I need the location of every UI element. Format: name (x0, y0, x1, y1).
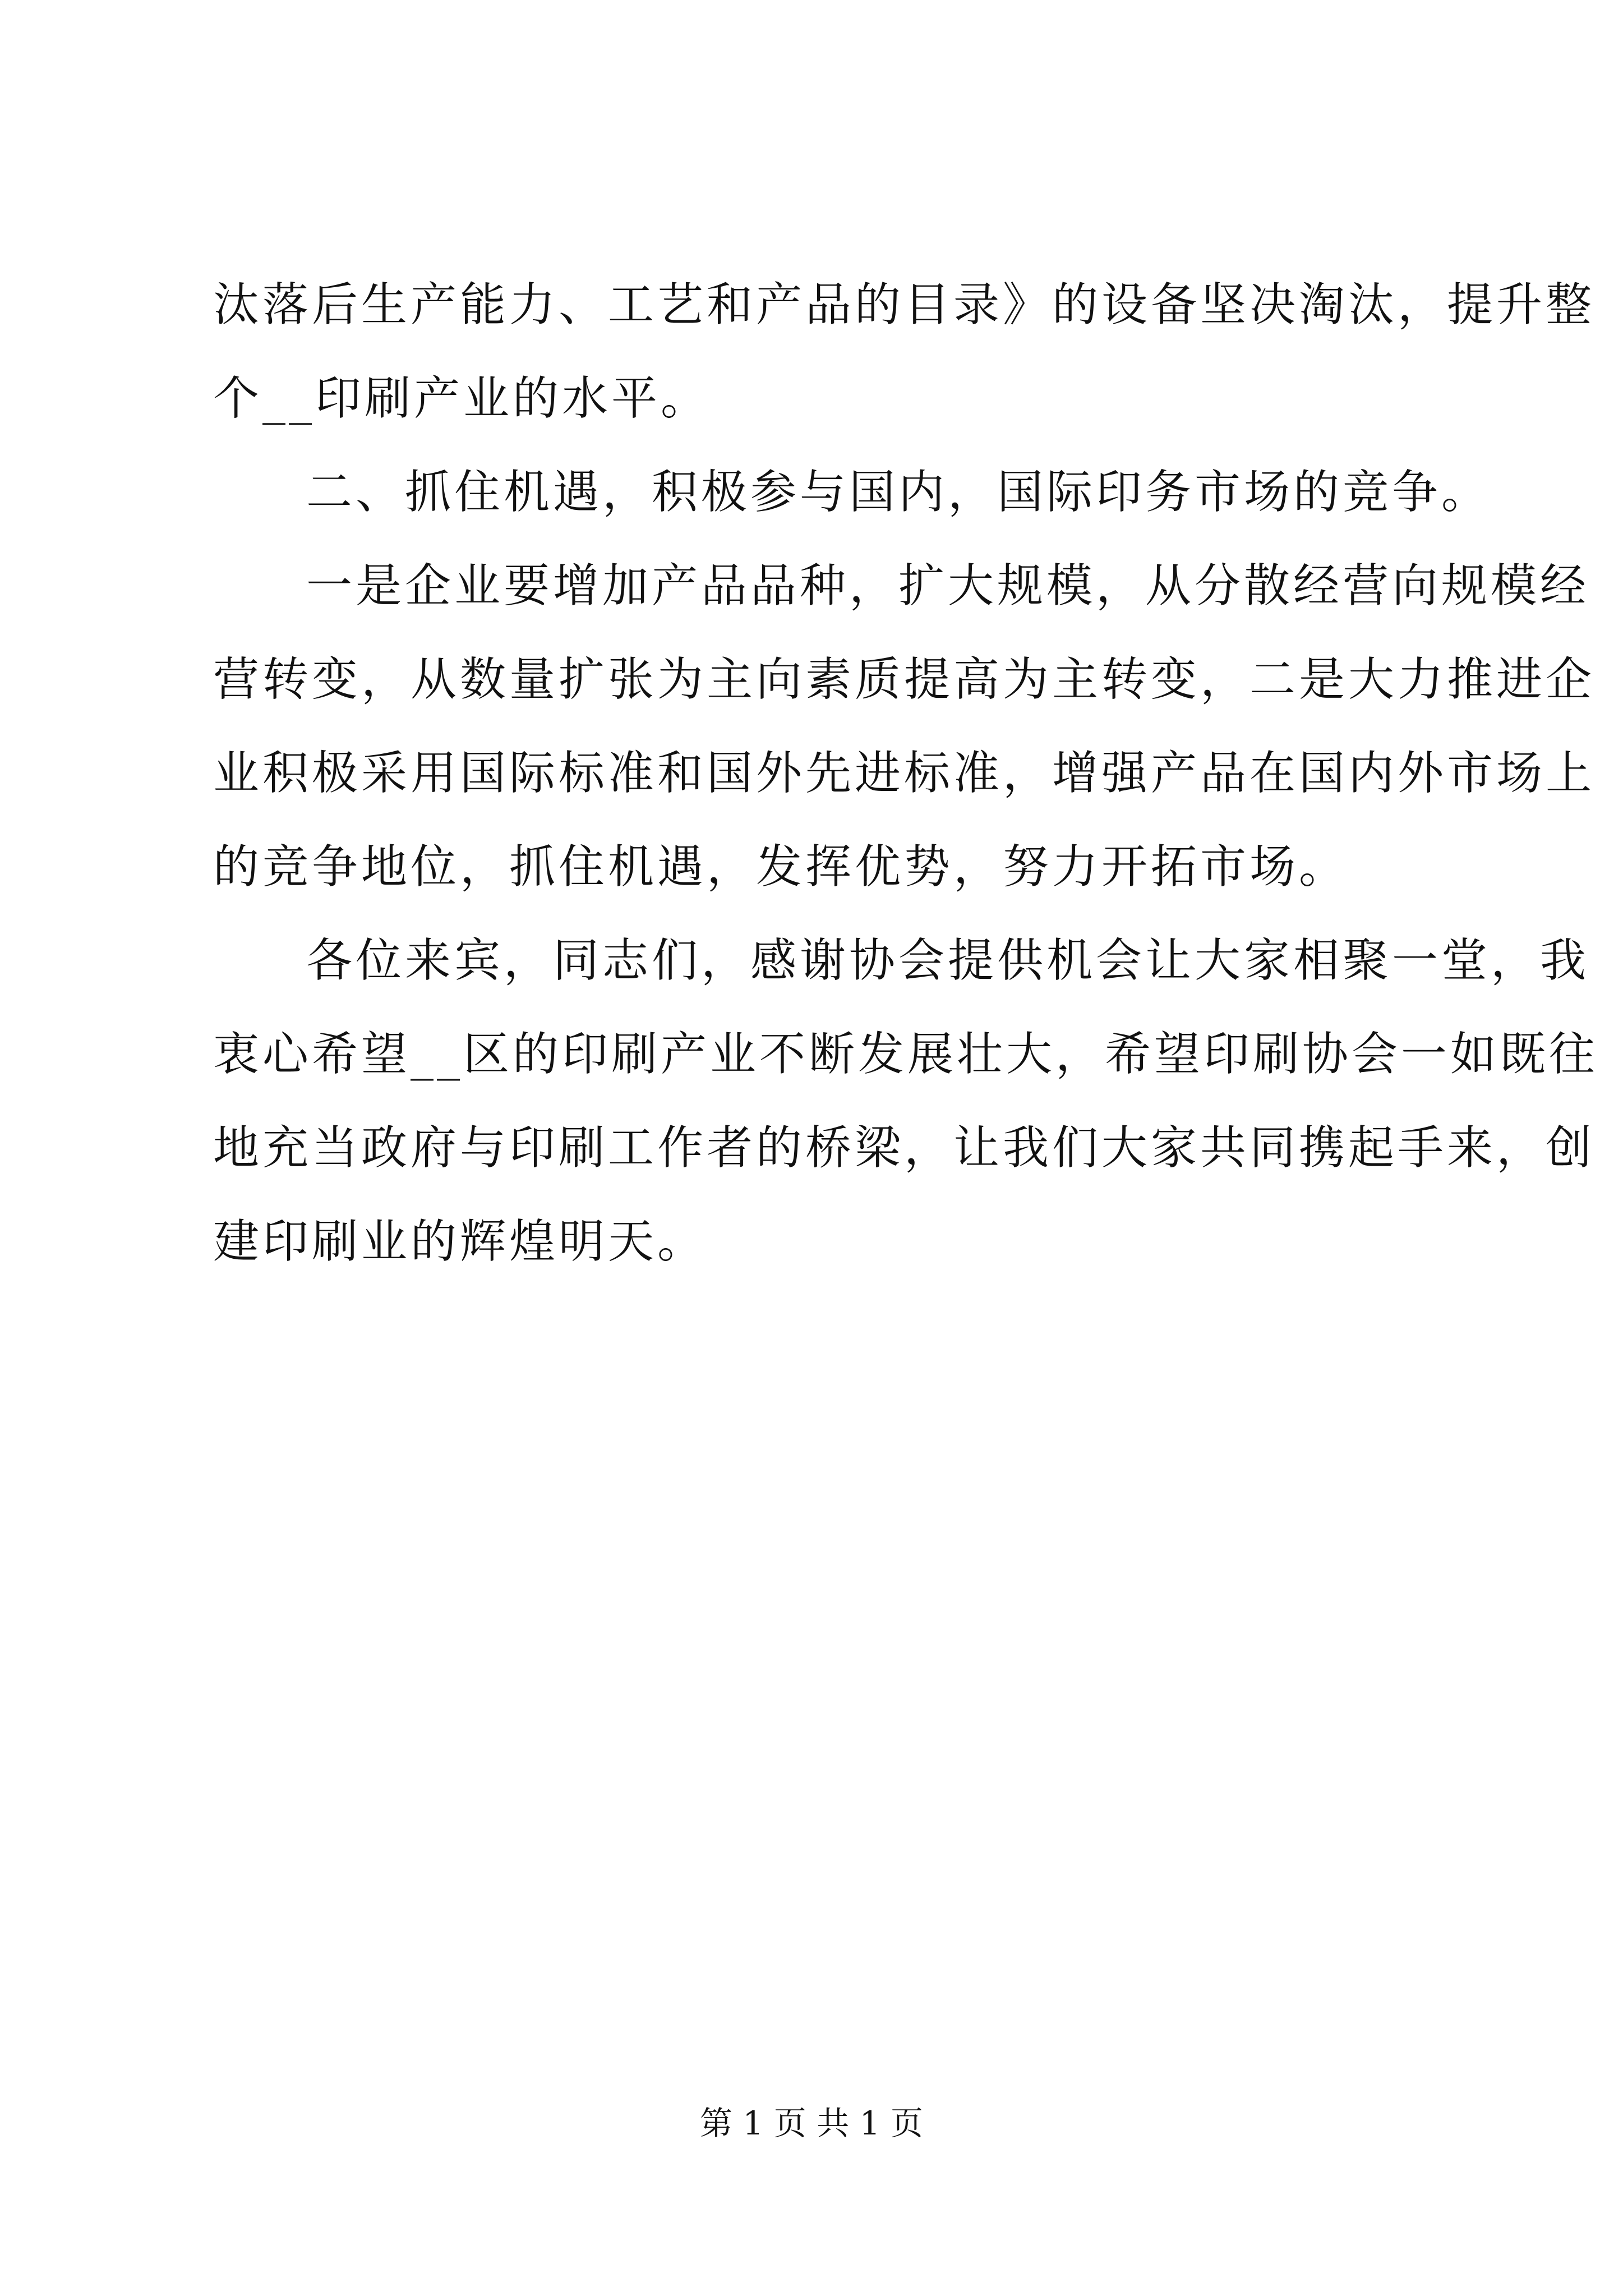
page-number: 第 1 页 共 1 页 (700, 2104, 923, 2142)
section-heading: 二、抓住机遇，积极参与国内，国际印务市场的竞争。 (306, 466, 1491, 519)
text-line: 各位来宾，同志们，感谢协会提供机会让大家相聚一堂，我 (306, 934, 1590, 987)
text-line: 汰落后生产能力、工艺和产品的目录》的设备坚决淘汰，提升整 (213, 278, 1596, 332)
text-line: 营转变，从数量扩张为主向素质提高为主转变，二是大力推进企 (213, 653, 1596, 706)
page-footer (0, 2101, 1623, 2146)
text-line: 建印刷业的辉煌明天。 (213, 1215, 707, 1268)
document-body (213, 258, 1599, 1289)
text-line: 业积极采用国际标准和国外先进标准，增强产品在国内外市场上 (213, 747, 1596, 800)
text-line: 一是企业要增加产品品种，扩大规模，从分散经营向规模经 (306, 559, 1590, 613)
text-line: 地充当政府与印刷工作者的桥梁，让我们大家共同携起手来，创 (213, 1121, 1596, 1175)
text-line: 衷心希望__区的印刷产业不断发展壮大，希望印刷协会一如既往 (213, 1028, 1599, 1081)
text-line: 个__印刷产业的水平。 (213, 372, 711, 425)
text-line: 的竞争地位，抓住机遇，发挥优势，努力开拓市场。 (213, 840, 1349, 894)
